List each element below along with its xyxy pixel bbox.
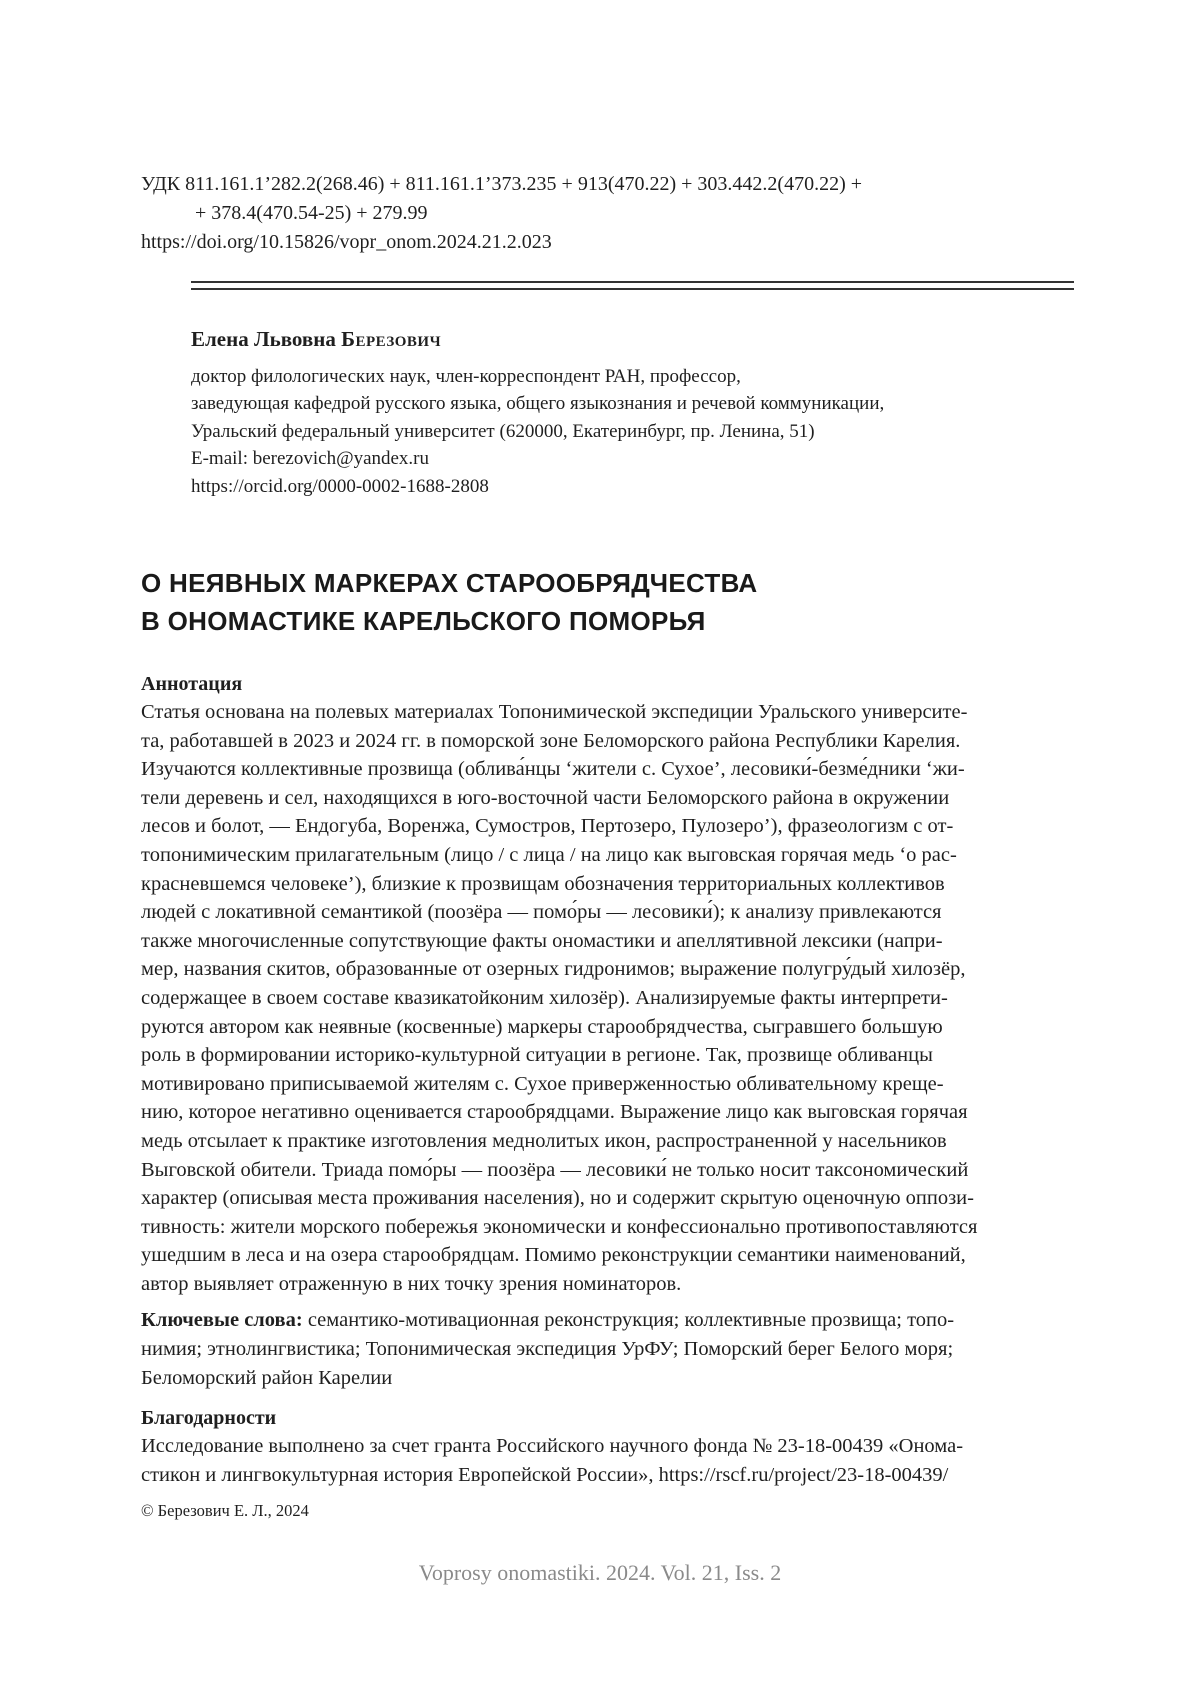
copyright-notice: © Березович Е. Л., 2024 xyxy=(141,1501,309,1521)
abstract-line: та, работавшей в 2023 и 2024 гг. в поморской зоне Беломорского района Республики Карелия. xyxy=(141,729,961,752)
abstract-line: медь отсылает к практике изготовления меднолитых икон, распространенной у насельников xyxy=(141,1129,947,1152)
title-line: О НЕЯВНЫХ МАРКЕРАХ СТАРООБРЯДЧЕСТВА xyxy=(141,568,758,598)
abstract-line: руются автором как неявные (косвенные) маркеры старообрядчества, сыгравшего большую xyxy=(141,1015,943,1038)
abstract-line: Изучаются коллективные прозвища (облива́нцы ‘жители с. Сухое’, лесовики́-безме́дники ‘жи- xyxy=(141,758,965,781)
keywords-line: нимия; этнолингвистика; Топонимическая экспедиция УрФУ; Поморский берег Белого моря; xyxy=(141,1338,954,1361)
abstract-line: характер (описывая места проживания населения), но и содержит скрытую оценочную оппози- xyxy=(141,1187,974,1210)
article-body xyxy=(141,670,1081,1523)
acknowledgements-heading: Благодарности xyxy=(141,1407,277,1430)
article-title xyxy=(141,564,1041,640)
abstract-line: роль в формировании историко-культурной ситуации в регионе. Так, прозвище обливанцы xyxy=(141,1044,933,1067)
abstract-line: Статья основана на полевых материалах Топонимической экспедиции Уральского университе- xyxy=(141,701,968,723)
doi-link[interactable]: https://doi.org/10.15826/vopr_onom.2024.21.2.023 xyxy=(141,231,552,253)
header-rule-top xyxy=(191,281,1074,283)
header-rule-bottom xyxy=(191,288,1074,290)
keywords-line: Беломорский район Карелии xyxy=(141,1366,393,1389)
author-degree: доктор филологических наук, член-корреспондент РАН, профессор, xyxy=(191,366,741,387)
abstract-line: лесов и болот, — Ендогуба, Воренжа, Сумостров, Пертозеро, Пулозеро’), фразеологизм с от- xyxy=(141,815,954,838)
udk-block xyxy=(141,170,1041,257)
author-block xyxy=(191,323,1061,500)
keywords xyxy=(141,1306,1081,1392)
abstract-line: автор выявляет отраженную в них точку зрения номинаторов. xyxy=(141,1272,682,1295)
author-first-names: Елена Львовна xyxy=(191,327,342,351)
abstract-line: также многочисленные сопутствующие факты ономастики и апеллятивной лексики (напри- xyxy=(141,929,943,952)
abstract-line: тивность: жители морского побережья экономически и конфессионально противопоставляются xyxy=(141,1215,978,1238)
acknowledgements-line: Исследование выполнено за счет гранта Российского научного фонда № 23-18-00439 «Онома- xyxy=(141,1435,964,1458)
title-line: В ОНОМАСТИКЕ КАРЕЛЬСКОГО ПОМОРЬЯ xyxy=(141,606,706,636)
abstract-text xyxy=(141,698,1081,1298)
abstract-line: содержащее в своем составе квазикатойконим хилозёр). Анализируемые факты интерпрети- xyxy=(141,986,948,1009)
acknowledgements-text xyxy=(141,1432,1081,1489)
author-orcid[interactable]: https://orcid.org/0000-0002-1688-2808 xyxy=(191,475,489,497)
abstract-line: тели деревень и сел, находящихся в юго-восточной части Беломорского района в окружении xyxy=(141,786,950,809)
author-surname: Березович xyxy=(341,327,442,351)
acknowledgements-line: стикон и лингвокультурная история Европейской России», https://rscf.ru/project/23-18-00439/ xyxy=(141,1463,949,1486)
keywords-line xyxy=(141,1306,1081,1335)
abstract-line: мер, названия скитов, образованные от озерных гидронимов; выражение полугру́дый хилозёр, xyxy=(141,958,966,981)
abstract-heading: Аннотация xyxy=(141,673,243,695)
author-affiliation xyxy=(191,363,1061,500)
udk-line: УДК 811.161.1’282.2(268.46) + 811.161.1’373.235 + 913(470.22) + 303.442.2(470.22) + xyxy=(141,173,863,195)
abstract-line: людей с локативной семантикой (поозёра — помо́ры — лесовики́); к анализу привлекаются xyxy=(141,901,942,924)
abstract-line: топонимическим прилагательным (лицо / с лица / на лицо как выговская горячая медь ‘о рас- xyxy=(141,843,957,866)
abstract-line: ушедшим в леса и на озера старообрядцам. Помимо реконструкции семантики наименований, xyxy=(141,1244,966,1267)
author-email[interactable]: E-mail: berezovich@yandex.ru xyxy=(191,448,430,470)
abstract-line: красневшемся человеке’), близкие к прозвищам обозначения территориальных коллективов xyxy=(141,872,945,895)
udk-line-continued: + 378.4(470.54-25) + 279.99 xyxy=(195,202,428,224)
abstract-line: Выговской обители. Триада помо́ры — поозёра — лесовики́ не только носит таксономический xyxy=(141,1158,969,1181)
keywords-text: семантико-мотивационная реконструкция; коллективные прозвища; топо- xyxy=(302,1309,955,1332)
author-name xyxy=(191,323,1061,355)
journal-footer: Voprosy onomastiki. 2024. Vol. 21, Iss. 2 xyxy=(418,1560,782,1585)
author-position: заведующая кафедрой русского языка, общего языкознания и речевой коммуникации, xyxy=(191,393,885,415)
abstract-line: мотивировано приписываемой жителям с. Сухое приверженностью обливательному креще- xyxy=(141,1072,944,1095)
author-university: Уральский федеральный университет (620000, Екатеринбург, пр. Ленина, 51) xyxy=(191,420,815,442)
keywords-label: Ключевые слова: xyxy=(141,1309,303,1332)
abstract-line: нию, которое негативно оценивается старообрядцами. Выражение лицо как выговская горячая xyxy=(141,1101,968,1124)
